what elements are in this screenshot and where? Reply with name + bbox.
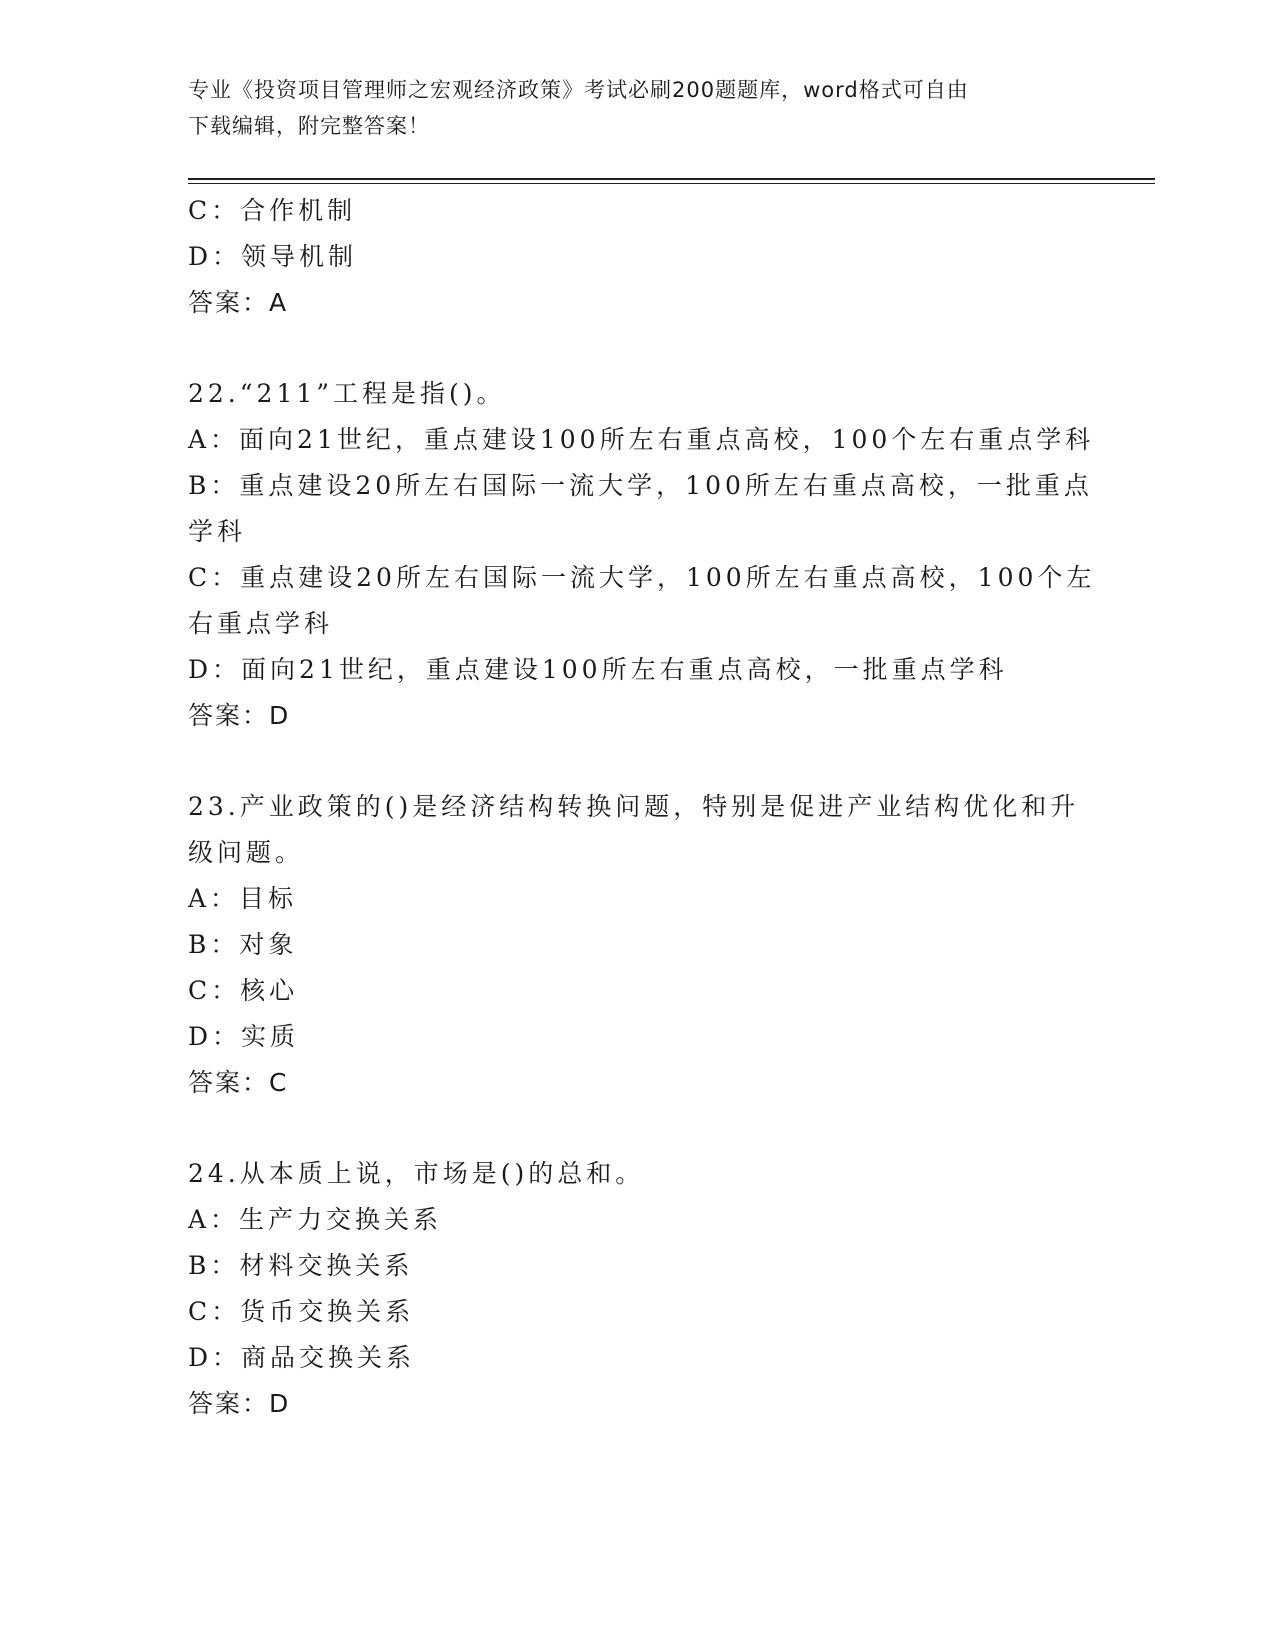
q22-option-b-line-1: B：重点建设20所左右国际一流大学，100所左右重点高校，一批重点 <box>188 471 1093 500</box>
q21-option-d: D：领导机制 <box>188 242 358 271</box>
q23-option-c: C：核心 <box>188 976 299 1005</box>
q24-stem: 24.从本质上说，市场是()的总和。 <box>188 1159 645 1188</box>
q22-option-a: A：面向21世纪，重点建设100所左右重点高校，100个左右重点学科 <box>188 425 1095 454</box>
q23-option-a: A：目标 <box>188 884 298 913</box>
q23-option-b: B：对象 <box>188 930 298 959</box>
header-line-2: 下载编辑，附完整答案！ <box>188 114 430 138</box>
question-22 <box>188 371 1096 739</box>
q22-stem: 22.“211”工程是指()。 <box>188 379 506 408</box>
header-divider-thin <box>188 183 1155 184</box>
q24-option-b: B：材料交换关系 <box>188 1251 414 1280</box>
question-21-tail <box>188 188 1088 326</box>
question-24 <box>188 1151 1088 1427</box>
q22-option-c-line-2: 右重点学科 <box>188 609 334 638</box>
q24-option-d: D：商品交换关系 <box>188 1343 416 1372</box>
question-list <box>188 188 1096 1427</box>
question-gap <box>188 1106 1088 1151</box>
q24-option-c: C：货币交换关系 <box>188 1297 415 1326</box>
q22-answer: 答案：D <box>188 701 291 730</box>
header-line-1: 专业《投资项目管理师之宏观经济政策》考试必刷200题题库，word格式可自由 <box>188 78 969 102</box>
q23-stem-line-2: 级问题。 <box>188 838 305 867</box>
q24-answer: 答案：D <box>188 1389 291 1418</box>
q22-option-b-line-2: 学科 <box>188 517 247 546</box>
q22-option-c-line-1: C：重点建设20所左右国际一流大学，100所左右重点高校，100个左 <box>188 563 1096 592</box>
question-gap <box>188 739 1088 784</box>
q24-option-a: A：生产力交换关系 <box>188 1205 443 1234</box>
header-divider-thick <box>188 178 1155 180</box>
q23-option-d: D：实质 <box>188 1022 300 1051</box>
question-gap <box>188 326 1088 371</box>
q21-option-c: C：合作机制 <box>188 196 357 225</box>
q23-stem-line-1: 23.产业政策的()是经济结构转换问题，特别是促进产业结构优化和升 <box>188 792 1080 821</box>
question-23 <box>188 784 1088 1106</box>
q23-answer: 答案：C <box>188 1068 289 1097</box>
document-header <box>188 72 1068 144</box>
q21-answer: 答案：A <box>188 288 289 317</box>
q22-option-d: D：面向21世纪，重点建设100所左右重点高校，一批重点学科 <box>188 655 1008 684</box>
